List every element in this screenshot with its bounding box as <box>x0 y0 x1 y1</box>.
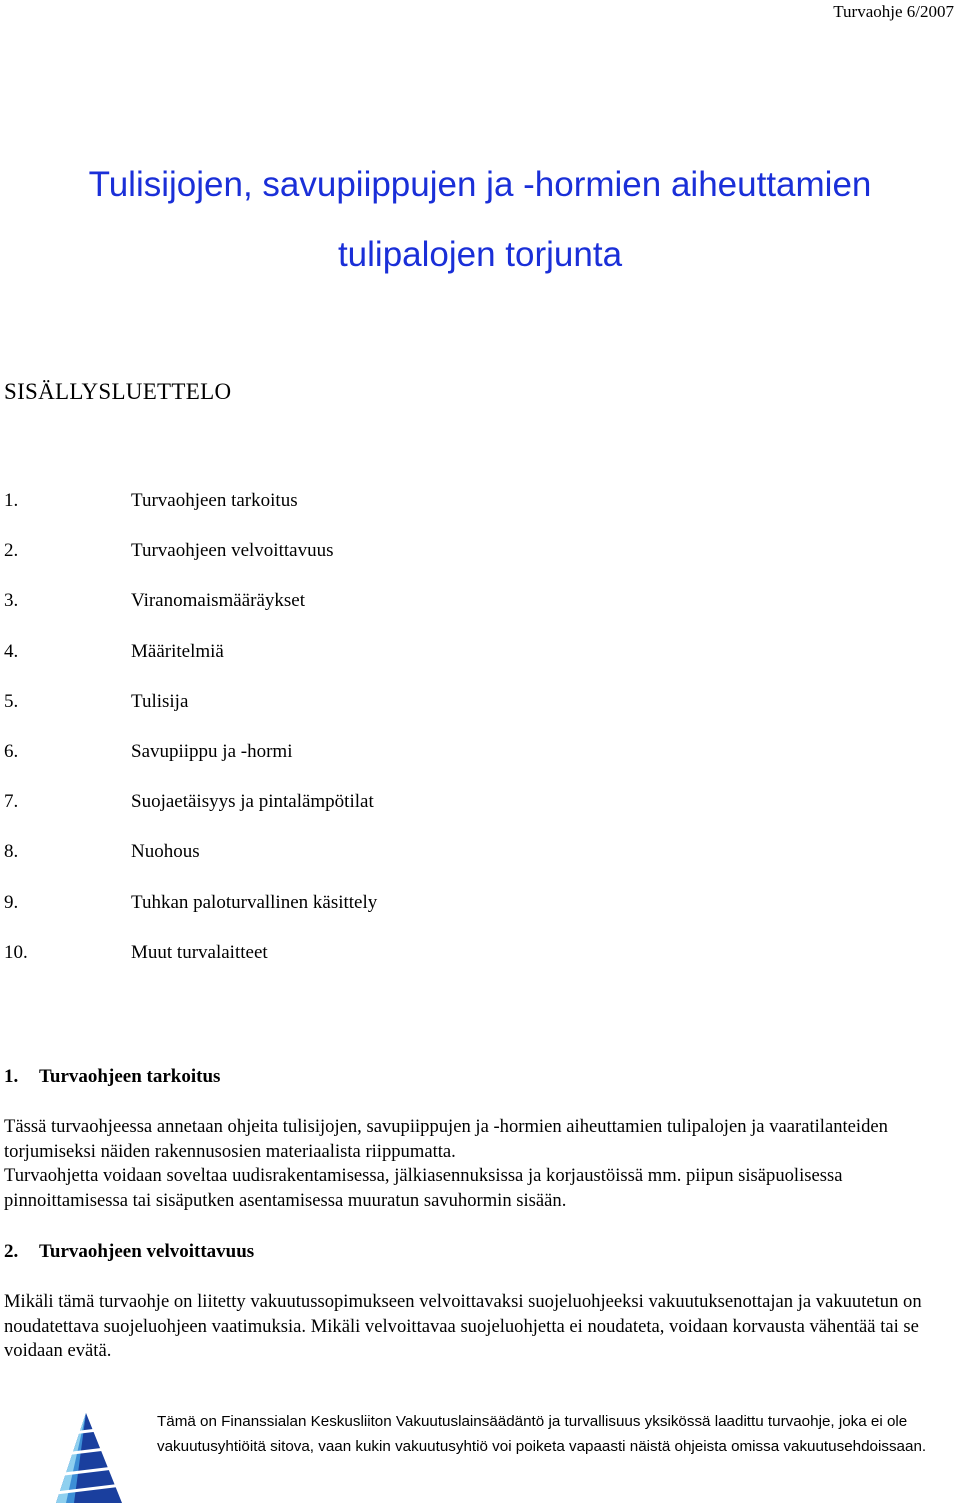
toc-item-number: 6. <box>4 740 19 762</box>
toc-item-number: 7. <box>4 791 19 813</box>
toc-item-label: Tuhkan paloturvallinen käsittely <box>131 891 378 913</box>
toc-item-label: Turvaohjeen velvoittavuus <box>131 540 334 562</box>
toc-item-number: 2. <box>4 540 19 562</box>
toc-item-label: Savupiippu ja -hormi <box>131 740 293 762</box>
section-heading <box>4 1239 952 1265</box>
section-obligation <box>4 1239 952 1364</box>
toc-item[interactable] <box>4 534 377 584</box>
section-heading <box>4 1064 952 1090</box>
toc-heading: SISÄLLYSLUETTELO <box>4 379 232 404</box>
toc-item[interactable] <box>4 835 377 885</box>
toc-item[interactable] <box>4 785 377 835</box>
toc-item-label: Suojaetäisyys ja pintalämpötilat <box>131 791 374 813</box>
section-paragraph: Mikäli tämä turvaohje on liitetty vakuutussopimukseen velvoittavaksi suojeluohjeeksi vakuutuksenottajan ja vakuutetun on noudatettava suojeluohjeen vaatimuksia. Mikäli velvoittavaa suojeluohjetta ei noudateta, voidaan korvausta vähentää tai se voidaan evätä. <box>4 1291 922 1361</box>
toc-item[interactable] <box>4 685 377 735</box>
table-of-contents <box>4 484 377 986</box>
toc-item-label: Viranomaismääräykset <box>131 590 306 612</box>
toc-item[interactable] <box>4 886 377 936</box>
toc-item[interactable] <box>4 635 377 685</box>
toc-item-label: Turvaohjeen tarkoitus <box>131 490 298 511</box>
document-title-line-2: tulipalojen torjunta <box>337 235 623 274</box>
toc-item-label: Tulisija <box>131 690 189 712</box>
toc-item-number: 4. <box>4 640 19 662</box>
section-paragraph: Tässä turvaohjeessa annetaan ohjeita tulisijojen, savupiippujen ja -hormien aiheuttamien tulipalojen ja vaaratilanteiden torjumiseksi näiden rakennusosien materiaalista riippumatta. <box>4 1116 888 1162</box>
toc-item[interactable] <box>4 735 377 785</box>
toc-item-number: 10. <box>4 941 28 963</box>
section-title: Turvaohjeen velvoittavuus <box>39 1241 255 1262</box>
toc-item[interactable] <box>4 484 377 534</box>
toc-item-label: Muut turvalaitteet <box>131 941 268 963</box>
section-title: Turvaohjeen tarkoitus <box>39 1066 221 1087</box>
toc-item-number: 1. <box>4 490 19 511</box>
toc-item-number: 5. <box>4 690 19 712</box>
pyramid-logo-icon <box>52 1413 124 1503</box>
document-title-line-1: Tulisijojen, savupiippujen ja -hormien aiheuttamien <box>88 165 872 204</box>
footer-disclaimer: Tämä on Finanssialan Keskusliiton Vakuutuslainsäädäntö ja turvallisuus yksikössä laadittu turvaohje, joka ei ole vakuutusyhtiöitä sitova, vaan kukin vakuutusyhtiö voi poiketa vapaasti näistä ohjeista omissa vakuutusehdoissaan. <box>157 1413 927 1455</box>
toc-item-number: 9. <box>4 891 19 913</box>
toc-item-number: 8. <box>4 841 19 863</box>
section-number: 2. <box>4 1241 19 1262</box>
document-reference: Turvaohje 6/2007 <box>833 2 954 21</box>
toc-item-label: Nuohous <box>131 841 200 863</box>
section-purpose <box>4 1064 952 1213</box>
section-paragraph: Turvaohjetta voidaan soveltaa uudisrakentamisessa, jälkiasennuksissa ja korjaustöissä mm. piipun sisäpuolisessa pinnoittamisessa tai sisäputken asentamisessa muuratun savuhormin sisään. <box>4 1165 843 1211</box>
document-title <box>0 150 960 290</box>
toc-item[interactable] <box>4 936 377 986</box>
section-number: 1. <box>4 1066 19 1087</box>
toc-item-label: Määritelmiä <box>131 640 224 662</box>
toc-item-number: 3. <box>4 590 19 612</box>
toc-item[interactable] <box>4 584 377 634</box>
